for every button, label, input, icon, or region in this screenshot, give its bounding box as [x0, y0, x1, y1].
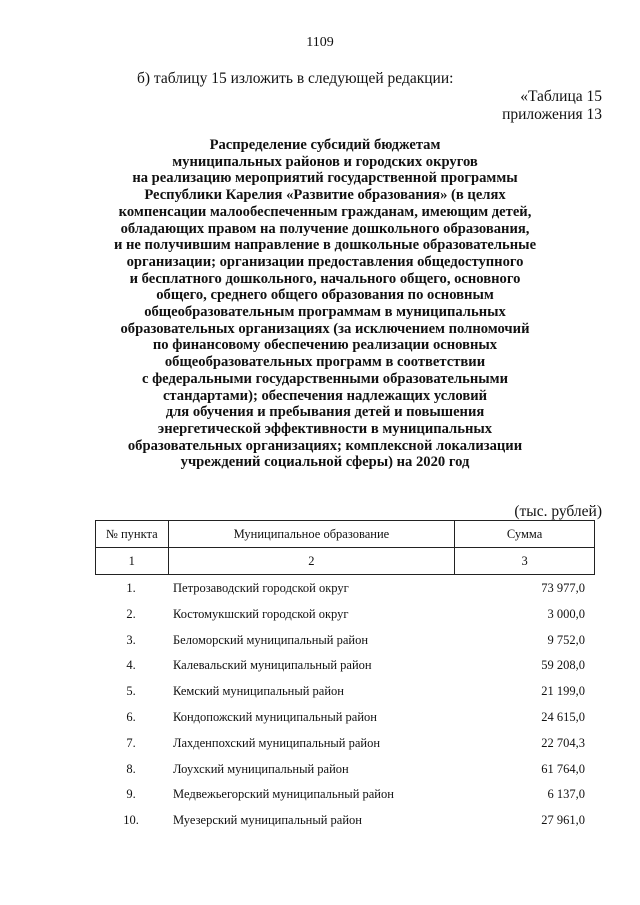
intro-line: б) таблицу 15 изложить в следующей редакции: [137, 70, 454, 87]
table-row [95, 653, 595, 679]
column-number-cell: 1 [96, 548, 169, 575]
row-number: 1. [126, 581, 136, 595]
row-number: 6. [126, 709, 136, 724]
title-line: общеобразовательных программ в соответствии [164, 354, 486, 371]
row-sum: 21 199,0 [541, 684, 585, 699]
title-line: и не получившим направление в дошкольные образовательные [113, 237, 537, 254]
header-cell-sum: Сумма [455, 521, 595, 548]
title-line: с федеральными государственными образовательными [141, 370, 509, 387]
title-line: Распределение субсидий бюджетам [209, 137, 441, 153]
row-sum: 9 752,0 [547, 632, 585, 647]
row-sum: 59 208,0 [541, 658, 585, 673]
row-sum: 22 704,3 [541, 735, 585, 750]
table-ref-line: «Таблица 15 [520, 88, 602, 105]
title-line: образовательных организациях (за исключением полномочий [120, 320, 530, 337]
row-number: 4. [126, 658, 136, 673]
table-row [95, 628, 595, 654]
row-sum: 27 961,0 [541, 813, 585, 828]
row-number: 8. [126, 761, 136, 776]
table-row [95, 808, 595, 834]
row-sum: 24 615,0 [541, 709, 585, 724]
row-sum: 3 000,0 [547, 606, 585, 621]
column-number-cell: 2 [168, 548, 455, 575]
table-ref-line: приложения 13 [502, 106, 602, 123]
row-municipality: Медвежьегорский муниципальный район [173, 787, 394, 802]
row-municipality: Костомукшский городской округ [173, 606, 349, 621]
document-title [95, 137, 555, 471]
row-municipality: Беломорский муниципальный район [173, 632, 369, 647]
table-row [95, 679, 595, 705]
title-line: муниципальных районов и городских округов [172, 153, 478, 170]
row-number: 5. [126, 684, 136, 699]
title-line: стандартами); обеспечения надлежащих условий [162, 387, 488, 404]
row-sum: 73 977,0 [541, 581, 585, 595]
header-cell-number: № пункта [96, 521, 169, 548]
title-line: энергетической эффективности в муниципальных [157, 420, 493, 437]
row-municipality: Лоухский муниципальный район [173, 761, 349, 776]
row-municipality: Кемский муниципальный район [173, 684, 344, 699]
title-line: компенсации малообеспеченным гражданам, имеющим детей, [118, 203, 532, 220]
column-number-cell: 3 [455, 548, 595, 575]
row-sum: 61 764,0 [541, 761, 585, 776]
table-row [95, 576, 595, 602]
header-row [96, 521, 595, 548]
title-line: по финансовому обеспечению реализации основных [152, 337, 498, 354]
row-municipality: Калевальский муниципальный район [173, 658, 372, 673]
column-number-row [96, 548, 595, 575]
table-row [95, 757, 595, 783]
table-row [95, 705, 595, 731]
title-line: образовательных организациях; комплексной локализации [127, 437, 523, 454]
table-row [95, 782, 595, 808]
row-municipality: Петрозаводский городской округ [173, 581, 349, 595]
row-sum: 6 137,0 [547, 787, 585, 802]
row-number: 10. [123, 813, 139, 828]
title-line: общеобразовательным программам в муниципальных [144, 304, 506, 321]
row-municipality: Муезерский муниципальный район [173, 813, 362, 828]
page-number: 1109 [306, 35, 334, 50]
table-header [95, 520, 595, 575]
title-line: Республики Карелия «Развитие образования» (в целях [144, 187, 506, 204]
row-municipality: Кондопожский муниципальный район [173, 709, 377, 724]
table-row [95, 731, 595, 757]
row-number: 7. [126, 735, 136, 750]
units-label: (тыс. рублей) [514, 503, 602, 520]
title-line: и бесплатного дошкольного, начального общего, основного [129, 270, 521, 287]
header-cell-municipality: Муниципальное образование [168, 521, 455, 548]
table-row [95, 602, 595, 628]
title-line: учреждений социальной сферы) на 2020 год [180, 454, 470, 471]
title-line: общего, среднего общего образования по основным [156, 287, 494, 304]
row-number: 3. [126, 632, 136, 647]
row-municipality: Лахденпохский муниципальный район [173, 735, 381, 750]
title-line: на реализацию мероприятий государственной программы [132, 170, 518, 187]
row-number: 2. [126, 606, 136, 621]
title-line: организации; организации предоставления общедоступного [126, 253, 524, 270]
table-body [95, 576, 595, 834]
table-reference [502, 88, 602, 124]
title-line: для обучения и пребывания детей и повышения [165, 404, 485, 421]
title-line: обладающих правом на получение дошкольного образования, [120, 220, 530, 237]
row-number: 9. [126, 787, 136, 802]
